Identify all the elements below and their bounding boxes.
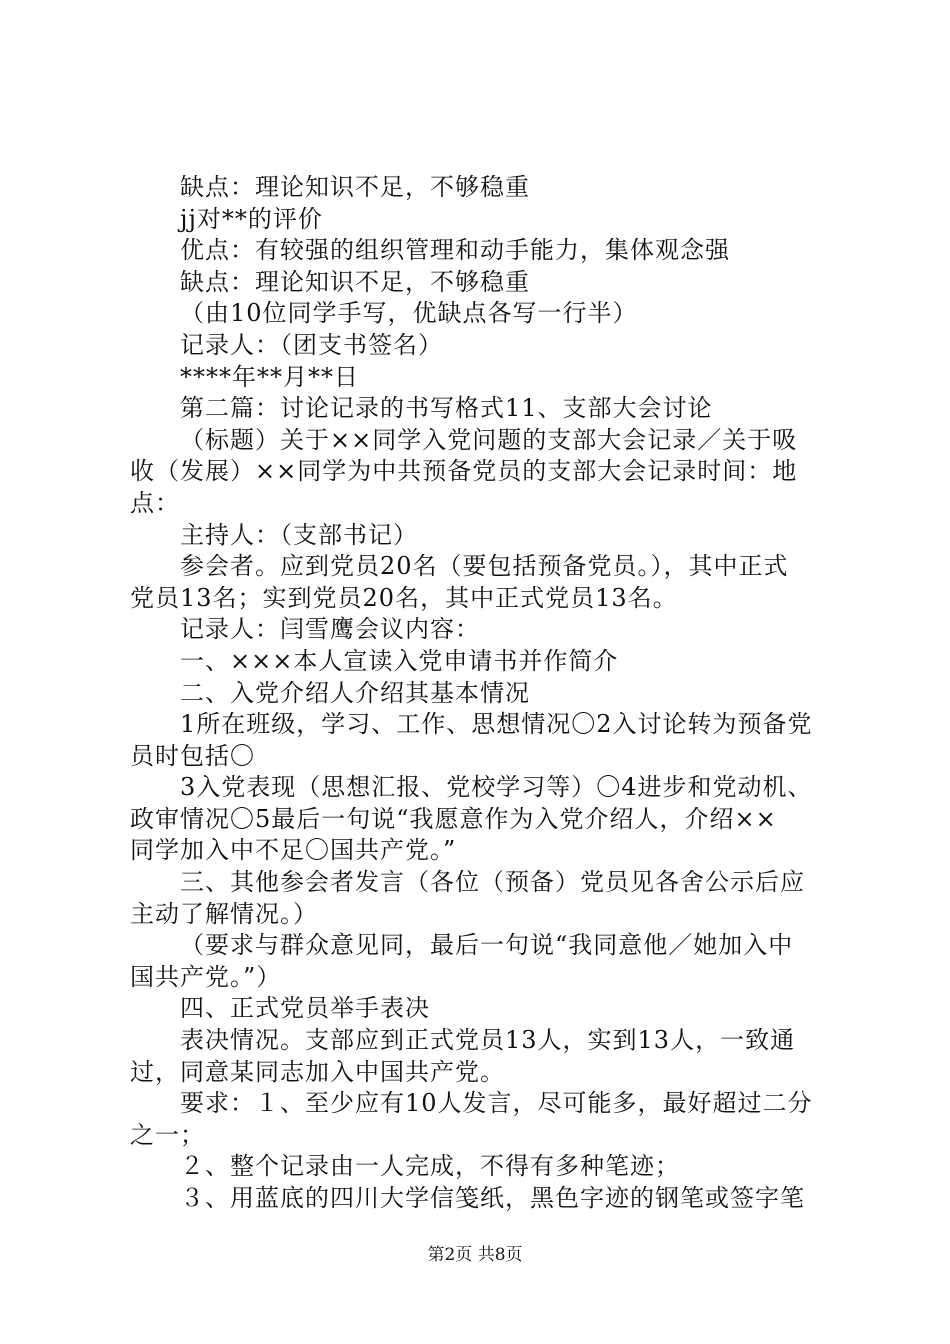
- text-line: 过，同意某同志加入中国共产党。: [130, 1057, 505, 1086]
- text-line: 优点：有较强的组织管理和动手能力，集体观念强: [180, 236, 730, 265]
- text-line: 三、其他参会者发言（各位（预备）党员见各舍公示后应: [180, 868, 805, 897]
- text-line: ２、整个记录由一人完成，不得有多种笔迹；: [180, 1152, 680, 1181]
- text-line: 表决情况。支部应到正式党员13人，实到13人，一致通: [180, 1026, 796, 1055]
- page-number-footer: 第2页 共8页: [427, 1245, 523, 1265]
- text-line: ３、用蓝底的四川大学信笺纸，黑色字迹的钢笔或签字笔: [180, 1184, 805, 1212]
- text-line: （标题）关于××同学入党问题的支部大会记录／关于吸: [180, 425, 798, 454]
- text-line: 主动了解情况。）: [130, 899, 318, 928]
- text-line: 缺点：理论知识不足，不够稳重: [180, 173, 530, 201]
- text-line: （要求与群众意见同，最后一句说“我同意他／她加入中: [180, 931, 794, 960]
- text-line: 1所在班级，学习、工作、思想情况〇2入讨论转为预备党: [180, 710, 813, 739]
- text-line: 之一；: [130, 1120, 205, 1149]
- text-line: 四、正式党员举手表决: [180, 994, 430, 1023]
- text-line: ****年**月**日: [180, 362, 359, 391]
- section-heading: 第二篇：讨论记录的书写格式11、支部大会讨论: [180, 394, 713, 423]
- text-line: jj对**的评价: [180, 204, 323, 233]
- text-line: （由10位同学手写，优缺点各写一行半）: [180, 299, 638, 328]
- text-line: 国共产党。”）: [130, 962, 282, 991]
- text-line: 点：: [130, 488, 180, 517]
- text-line: 参会者。应到党员20名（要包括预备党员。），其中正式: [180, 552, 789, 581]
- text-line: 收（发展）××同学为中共预备党员的支部大会记录时间：地: [130, 457, 798, 486]
- text-line: 政审情况〇5最后一句说“我愿意作为入党介绍人，介绍××: [130, 804, 777, 833]
- text-line: 员时包括〇: [130, 741, 255, 770]
- document-body: [130, 172, 835, 1215]
- text-line: 党员13名；实到党员20名，其中正式党员13名。: [130, 583, 678, 612]
- text-line: 缺点：理论知识不足，不够稳重: [180, 267, 530, 296]
- text-line: 3入党表现（思想汇报、党校学习等）〇4进步和党动机、: [180, 773, 813, 802]
- text-line: 一、×××本人宣读入党申请书并作简介: [180, 646, 619, 675]
- text-line: 记录人：（团支书签名）: [180, 330, 443, 359]
- text-line: 要求：１、至少应有10人发言，尽可能多，最好超过二分: [180, 1089, 813, 1118]
- text-line: 记录人：闫雪鹰会议内容：: [180, 615, 480, 644]
- text-line: 二、入党介绍人介绍其基本情况: [180, 678, 530, 707]
- text-line: 同学加入中不足〇国共产党。”: [130, 836, 457, 865]
- text-line: 主持人：（支部书记）: [180, 520, 418, 549]
